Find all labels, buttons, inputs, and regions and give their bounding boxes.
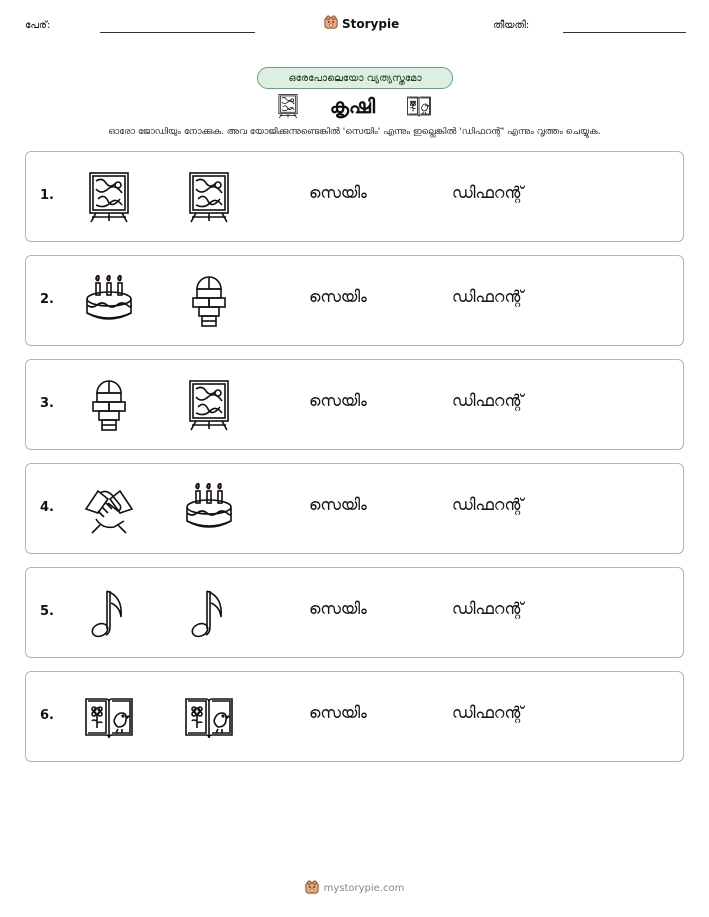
page-title: കൃഷി — [329, 94, 376, 118]
different-option[interactable]: ഡിഫറന്റ് — [452, 287, 524, 306]
question-row — [25, 567, 684, 658]
open-book-icon — [405, 93, 433, 119]
brand — [324, 14, 399, 33]
painting-icon — [276, 93, 300, 119]
music-note-icon — [84, 587, 134, 639]
different-option[interactable]: ഡിഫറന്റ് — [452, 183, 524, 202]
handshake-icon — [84, 483, 134, 535]
date-label: തീയതി: — [493, 20, 530, 31]
name-label: പേര്: — [25, 20, 51, 31]
painting-icon — [84, 171, 134, 223]
footer — [0, 880, 709, 897]
different-option[interactable]: ഡിഫറന്റ് — [452, 391, 524, 410]
trellis-icon — [84, 379, 134, 431]
brand-logo-icon — [324, 14, 338, 33]
question-number: 1. — [40, 188, 54, 203]
question-row — [25, 151, 684, 242]
open-book-icon — [184, 691, 234, 743]
same-option[interactable]: സെയിം — [309, 183, 367, 202]
question-number: 3. — [40, 396, 54, 411]
name-line[interactable] — [100, 32, 255, 33]
instructions: ഓരോ ജോഡിയും നോക്കുക. അവ യോജിക്കുന്നുണ്ടെങ്കിൽ 'സെയിം' എന്നും ഇല്ലെങ്കിൽ 'ഡിഫറന്റ്' എന്നും വൃത്തം ചെയ്യുക. — [108, 127, 601, 137]
same-option[interactable]: സെയിം — [309, 703, 367, 722]
cake-icon — [184, 483, 234, 535]
question-number: 5. — [40, 604, 54, 619]
date-line[interactable] — [563, 32, 686, 33]
different-option[interactable]: ഡിഫറന്റ് — [452, 599, 524, 618]
question-row — [25, 463, 684, 554]
trellis-icon — [184, 275, 234, 327]
question-number: 2. — [40, 292, 54, 307]
painting-icon — [184, 379, 234, 431]
painting-icon — [184, 171, 234, 223]
title-row — [0, 92, 709, 120]
different-option[interactable]: ഡിഫറന്റ് — [452, 495, 524, 514]
different-option[interactable]: ഡിഫറന്റ് — [452, 703, 524, 722]
cake-icon — [84, 275, 134, 327]
brand-logo-icon — [305, 880, 319, 897]
question-row — [25, 359, 684, 450]
question-number: 4. — [40, 500, 54, 515]
music-note-icon — [184, 587, 234, 639]
same-option[interactable]: സെയിം — [309, 495, 367, 514]
question-row — [25, 671, 684, 762]
same-option[interactable]: സെയിം — [309, 287, 367, 306]
activity-type-badge: ഒരേപോലെയോ വ്യത്യസ്തമോ — [257, 67, 453, 89]
footer-url: mystorypie.com — [323, 883, 405, 894]
same-option[interactable]: സെയിം — [309, 391, 367, 410]
brand-name: Storypie — [342, 16, 400, 31]
open-book-icon — [84, 691, 134, 743]
question-number: 6. — [40, 708, 54, 723]
question-row — [25, 255, 684, 346]
same-option[interactable]: സെയിം — [309, 599, 367, 618]
